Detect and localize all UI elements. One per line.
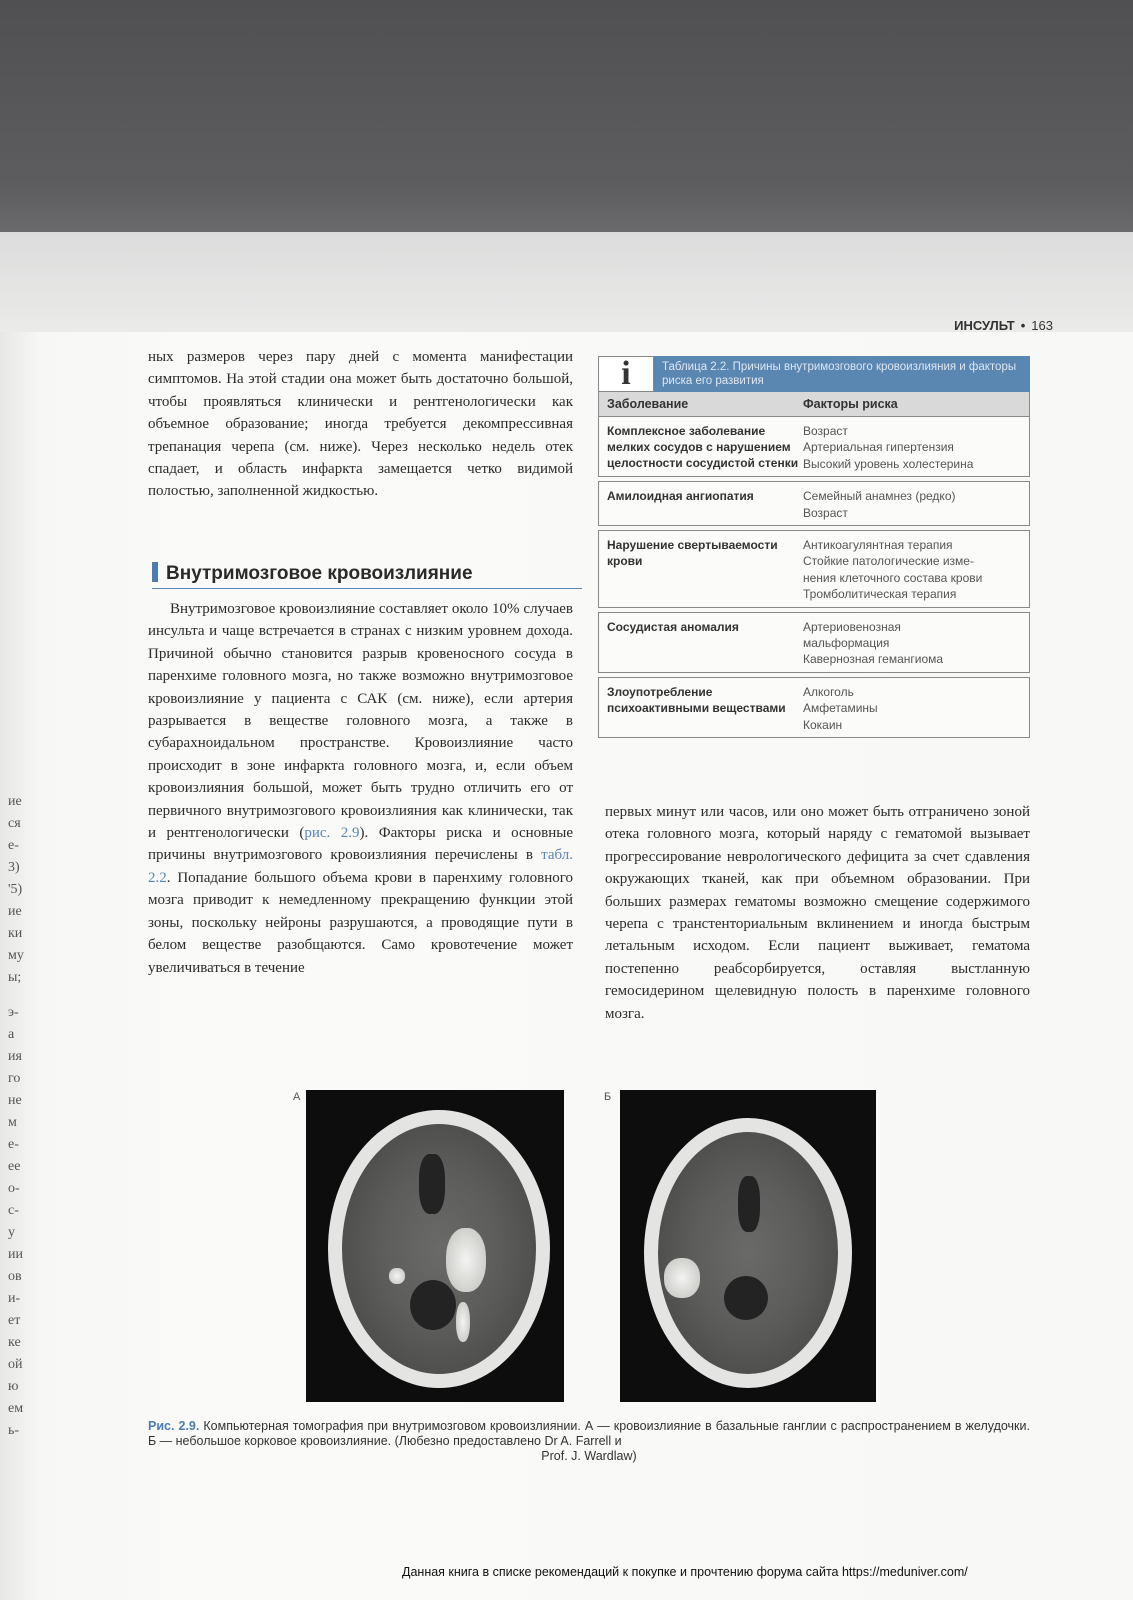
risk-factor: Алкоголь [803,684,854,699]
margin-fragment: э- [8,1005,19,1020]
ventricle [410,1280,456,1330]
running-head [954,318,1053,333]
margin-fragment: '5) [8,882,23,897]
margin-fragment: ю [8,1379,19,1394]
disease-cell: Амилоидная ангиопатия [607,489,754,504]
figure-caption [148,1419,1030,1464]
running-head-title: ИНСУЛЬТ [954,318,1015,333]
column-header-factors: Факторы риска [803,397,898,411]
margin-fragment: ия [8,1049,22,1064]
table-body [598,417,1030,738]
risk-factors-cell [803,537,1021,603]
figure-reference-link[interactable]: рис. 2.9 [304,825,360,842]
margin-fragment: 3) [8,860,20,875]
table-row [598,677,1030,738]
paragraph: ных размеров через пару дней с момента манифестации симптомов. На этой стадии она может быть достаточно большой, чтобы проявляться клинически и рентгенологически как объемное образование; иногда требуется декомпрессивная трепанация черепа (см. ниже). Через несколько недель отек спадает, и область инфаркта замещается четко видимой полостью, заполненной жидкостью. [148,349,573,500]
margin-fragment: о- [8,1181,20,1196]
risk-factor: нения клеточного состава крови [803,570,983,585]
risk-factors-cell [803,684,1021,733]
caption-figure-number: Рис. 2.9. [148,1419,200,1433]
risk-factor: Артериальная гипертензия [803,440,954,455]
info-icon: i [598,356,654,392]
section-title: Внутримозговое кровоизлияние [166,563,473,584]
table-reference-link[interactable]: табл. 2.2 [148,847,573,886]
margin-fragment: ов [8,1269,22,1284]
ct-scan-a [306,1090,564,1402]
margin-fragment: ь- [8,1423,20,1438]
risk-factor: Тромболитическая терапия [803,587,957,602]
risk-factor: Артериовенозная [803,619,901,634]
disease-cell: Комплексное заболевание мелких сосудов с нарушением целостности сосудистой стенки [607,424,799,470]
risk-factor: Кавернозная гемангиома [803,652,944,667]
disease-cell: Сосудистая аномалия [607,619,739,634]
table-row [598,481,1030,526]
table-row [598,530,1030,608]
margin-fragment: го [8,1071,21,1086]
caption-credit: Prof. J. Wardlaw) [541,1449,637,1463]
risk-factor: мальформация [803,636,890,651]
hemorrhage [446,1228,486,1292]
margin-fragment: ее [8,1159,21,1174]
margin-fragment: ии [8,1247,23,1262]
risk-factors-cell [803,619,1021,668]
paragraph: первых минут или часов, или оно может быть отграничено зоной отека головного мозга, который наряду с гематомой вызывает прогрессирование неврологического дефицита за счет сдавления окружающих тканей, как при объемном образовании. При больших размерах гематомы возможно смещение содержимого черепа с транстенториальным вклинением и иногда быстрым летальным исходом. Если пациент выживает, гематома постепенно реабсорбируется, оставляя выстланную гемосидерином щелевидную полость в паренхиме головного мозга. [605,804,1030,1022]
table-column-headers [598,392,1030,417]
ct-scan-b [620,1090,876,1402]
margin-fragment: не [8,1093,22,1108]
figure-label-a: А [293,1091,301,1103]
text-run: . Попадание большого объема крови в паренхиму головного мозга приводит к немедленному прекращению функции этой зоны, поскольку нейроны разрушаются, а проводящие пути в белом веществе разобщаются. Само кровотечение может увеличиваться в течение [148,869,573,976]
hemorrhage [664,1258,700,1298]
margin-fragment: ем [8,1401,24,1416]
margin-fragment: у [8,1225,15,1240]
risk-factor: Стойкие патологические изме- [803,554,974,569]
margin-fragment: е- [8,838,19,853]
risk-factor: Высокий уровень холестерина [803,456,974,471]
margin-fragment: ет [8,1313,21,1328]
figure-label-b: Б [604,1091,612,1103]
page-header-band [0,232,1133,332]
risk-factor: Возраст [803,505,848,520]
page-number: 163 [1031,318,1053,333]
risk-factors-cell [803,423,1021,472]
margin-fragment: ся [8,816,21,831]
ventricle [419,1154,445,1214]
text-run: Внутримозговое кровоизлияние составляет около 10% случаев инсульта и чаще встречается в странах с низким уровнем дохода. Причиной обычно становится разрыв кровеносного сосуда в паренхиме головного мозга, но также возможно внутримозговое кровоизлияние у пациента с САК (см. ниже), если артерия разрывается в веществе головного мозга, а также в субарахноидальном пространстве. Кровоизлияние часто происходит в зоне инфаркта головного мозга, и, если объем кровоизлияния большой, может быть трудно отличить его от первичного внутримозгового кровоизлияния как клинически, так и рентгенологически ( [148,601,573,842]
margin-fragments-upper [8,791,24,989]
margin-fragments-lower [8,1002,23,1442]
margin-fragment: а [8,1027,15,1042]
ventricle [738,1176,760,1232]
caption-body [148,1419,1030,1449]
table-row [598,612,1030,673]
risk-factor-table [598,356,1030,738]
risk-factor: Амфетамины [803,701,878,716]
margin-fragment: ке [8,1335,21,1350]
margin-fragment: ы; [8,970,22,985]
risk-factor: Антикоагулянтная терапия [803,538,953,553]
hemorrhage [389,1268,405,1284]
margin-fragment: ой [8,1357,23,1372]
scanner-top-band [0,0,1133,232]
risk-factor: Кокаин [803,717,843,732]
margin-fragment: с- [8,1203,19,1218]
section-heading [152,562,582,589]
margin-fragment: м [8,1115,17,1130]
margin-fragment: е- [8,1137,19,1152]
risk-factor: Семейный анамнез (редко) [803,489,956,504]
left-column-top [148,346,573,503]
margin-fragment: му [8,948,24,963]
caption-text: Компьютерная томография при внутримозговом кровоизлиянии. А — кровоизлияние в базальные ганглии с распространением в желудочки. Б — небольшое корковое кровоизлияние. (Любезно предоставлено Dr A. Farrell и [148,1419,1030,1448]
table-row [598,417,1030,477]
paragraph [148,598,573,979]
risk-factor: Возраст [803,424,848,438]
left-column-bottom [148,598,573,979]
right-column [605,801,1030,1025]
heading-bar [152,562,158,582]
text-run: ). Факторы риска и основные причины внутримозгового кровоизлияния перечислены в [148,825,573,864]
hemorrhage [456,1302,470,1342]
skull-outline [644,1118,852,1388]
footer-note: Данная книга в списке рекомендаций к покупке и прочтению форума сайта https://meduniver.com/ [402,1565,968,1579]
risk-factors-cell [803,488,1021,521]
table-header [598,356,1030,392]
skull-outline [328,1110,550,1388]
margin-fragment: и- [8,1291,21,1306]
ventricle [724,1276,768,1320]
running-head-separator: • [1020,318,1026,333]
disease-cell: Злоупотребление психоактивными веществами [607,684,786,715]
column-header-disease: Заболевание [607,397,689,411]
disease-cell: Нарушение свертываемости крови [607,538,778,569]
margin-fragment: ие [8,794,22,809]
margin-fragment: ие [8,904,22,919]
table-title: Таблица 2.2. Причины внутримозгового кровоизлияния и факторы риска его развития [654,356,1030,392]
margin-fragment: ки [8,926,23,941]
